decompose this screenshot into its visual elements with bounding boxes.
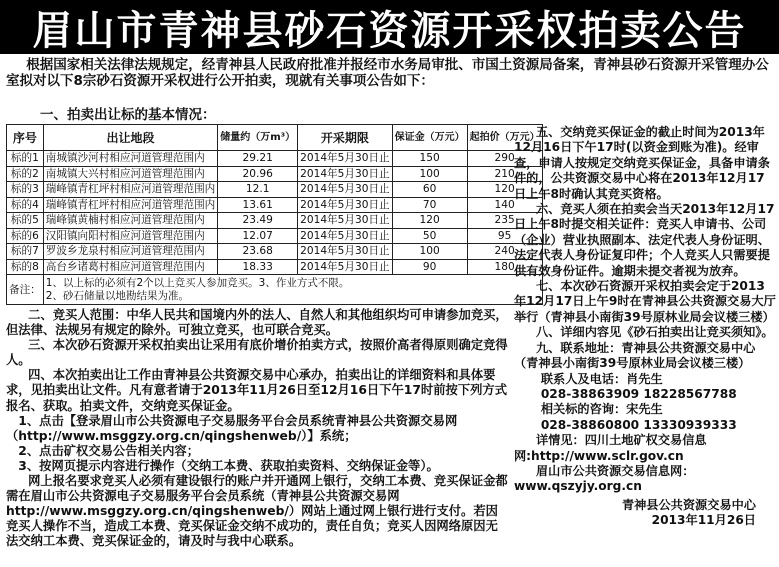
cell-start-price: 180 <box>467 259 542 275</box>
cell-reserve: 23.49 <box>218 213 298 229</box>
cell-deposit: 150 <box>392 151 467 167</box>
note-line: 1、以上标的必须有2个以上竞买人参加竞买。3、作业方式不限。 <box>45 277 350 289</box>
table-row <box>7 151 543 167</box>
cell-no: 标的7 <box>7 244 44 260</box>
cell-location: 高台乡诸葛村相应河道管理范围内 <box>43 259 218 275</box>
paragraph-deposit-deadline: 五、交纳竞买保证金的截止时间为2013年12月16日下午17时(以资金到账为准)。经审查，申请人按规定交纳竞买保证金，具备申请条件的，公共资源交易中心将在2013年12月17日上午8时确认其竞买资格。 <box>514 125 770 201</box>
table-row <box>7 197 543 213</box>
cell-reserve: 23.68 <box>218 244 298 260</box>
table-header-row <box>7 125 543 151</box>
paragraph-step-1: 1、点击【登录眉山市公共资源电子交易服务平台会员系统青神县公共资源交易网（http://www.msggzy.org.cn/qingshenweb/）】系统； <box>6 413 458 443</box>
paragraph-step-3: 3、按网页提示内容进行操作（交纳工本费、获取拍卖资料、交纳保证金等）。 <box>18 458 439 473</box>
paragraph-auction-method: 三、本次砂石资源开采权拍卖出让采用有底价增价拍卖方式，按照价高者得原则确定竞得人。 <box>6 338 508 368</box>
table-row <box>7 259 543 275</box>
cell-location: 汉阳镇向阳村相应河道管理范围内 <box>43 228 218 244</box>
cell-reserve: 18.33 <box>218 259 298 275</box>
header-deposit: 保证金（万元） <box>392 125 467 151</box>
intro-text: 根据国家相关法律法规规定，经青神县人民政府批准并报经市水务局审批、市国土资源局备案，青神县砂石资源开采管理办公室拟对以下8宗砂石资源开采权进行公开拍卖，现就有关事项公告如下： <box>6 57 769 89</box>
cell-start-price: 210 <box>467 166 542 182</box>
cell-period: 2014年5月30日止 <box>298 213 393 229</box>
cell-location: 南城镇沙河村相应河道管理范围内 <box>43 151 218 167</box>
cell-reserve: 29.21 <box>218 151 298 167</box>
paragraph-details: 八、详细内容见《砂石拍卖出让竞买须知》。 <box>535 325 774 340</box>
table-row <box>7 213 543 229</box>
notes-label: 备注： <box>7 275 44 305</box>
cell-no: 标的3 <box>7 182 44 198</box>
left-column <box>6 107 540 550</box>
cell-period: 2014年5月30日止 <box>298 182 393 198</box>
cell-location: 南城镇大兴村相应河道管理范围内 <box>43 166 218 182</box>
cell-deposit: 50 <box>392 228 467 244</box>
cell-deposit: 120 <box>392 213 467 229</box>
section-1-title: 一、拍卖出让标的基本情况： <box>40 107 216 123</box>
cell-start-price: 240 <box>467 244 542 260</box>
cell-location: 瑞峰镇青杠坪村相应河道管理范围内 <box>43 197 218 213</box>
cell-reserve: 12.07 <box>218 228 298 244</box>
contact-phone: 028-38860800 13330939333 <box>540 417 737 432</box>
website-line: 详情见：四川土地矿权交易信息网:http://www.sclr.gov.cn <box>514 433 707 463</box>
cell-no: 标的8 <box>7 259 44 275</box>
cell-period: 2014年5月30日止 <box>298 197 393 213</box>
cell-deposit: 100 <box>392 166 467 182</box>
header-location: 出让地段 <box>43 125 218 151</box>
paragraph-step-2: 2、点击矿权交易公告相关内容； <box>18 443 200 458</box>
cell-deposit: 90 <box>392 259 467 275</box>
table-row <box>7 182 543 198</box>
cell-location: 罗波乡龙泉村相应河道管理范围内 <box>43 244 218 260</box>
contact-phone: 028-38863909 18228567788 <box>540 386 737 401</box>
cell-start-price: 140 <box>467 197 542 213</box>
cell-reserve: 20.96 <box>218 166 298 182</box>
paragraph-address: 九、联系地址：青神县公共资源交易中心（青神县小南街39号原林业局会议楼三楼） <box>514 340 756 371</box>
paragraph-auction-time: 七、本次砂石资源开采权拍卖会定于2013年12月17日上午9时在青神县公共资源交易大厅举行（青神县小南街39号原林业局会议楼三楼） <box>514 279 776 324</box>
intro-paragraph <box>6 57 774 89</box>
cell-no: 标的4 <box>7 197 44 213</box>
cell-period: 2014年5月30日止 <box>298 228 393 244</box>
cell-start-price: 235 <box>467 213 542 229</box>
paragraph-bidder-scope: 二、竞买人范围：中华人民共和国境内外的法人、自然人和其他组织均可申请参加竞买，但法律、法规另有规定的除外。可独立竞买，也可联合竞买。 <box>6 308 508 338</box>
signature-org: 青神县公共资源交易中心 <box>621 497 756 512</box>
signature-date: 2013年11月26日 <box>651 513 756 528</box>
cell-reserve: 12.1 <box>218 182 298 198</box>
cell-no: 标的2 <box>7 166 44 182</box>
cell-start-price: 95 <box>467 228 542 244</box>
cell-no: 标的5 <box>7 213 44 229</box>
paragraph-documents: 六、竞买人须在拍卖会当天2013年12月17日上午8时提交相关证件：竞买人申请书、公司（企业）营业执照副本、法定代表人身份证明、法定代表人身份证复印件；个人竞买人只需要提供有效身份证件。逾期未提交者视为放弃。 <box>514 202 775 278</box>
notes-cell <box>43 275 542 305</box>
table-row <box>7 244 543 260</box>
cell-start-price: 290 <box>467 151 542 167</box>
table-row <box>7 166 543 182</box>
paragraph-registration: 四、本次拍卖出让工作由青神县公共资源交易中心承办，拍卖出让的详细资料和具体要求，见拍卖出让文件。凡有意者请于2013年11月26日至12月16日下午17时前按下列方式报名、获取。拍卖文件，交纳竞买保证金。 <box>6 368 507 413</box>
cell-start-price: 120 <box>467 182 542 198</box>
cell-period: 2014年5月30日止 <box>298 244 393 260</box>
header-start-price: 起拍价（万元） <box>467 125 542 151</box>
cell-no: 标的6 <box>7 228 44 244</box>
contact-line: 联系人及电话：肖先生 <box>540 371 663 386</box>
header-period: 开采期限 <box>298 125 393 151</box>
note-line: 2、砂石储量以地勘结果为准。 <box>45 289 189 302</box>
cell-location: 瑞峰镇青杠坪村相应河道管理范围内 <box>43 182 218 198</box>
cell-reserve: 13.61 <box>218 197 298 213</box>
table-notes-row <box>7 275 543 305</box>
lots-table <box>6 124 543 305</box>
header-reserve: 储量约（万m³） <box>218 125 298 151</box>
left-body-text <box>6 308 508 550</box>
contact-line: 相关标的咨询：宋先生 <box>540 402 663 417</box>
cell-deposit: 60 <box>392 182 467 198</box>
notice-title: 眉山市青神县砂石资源开采权拍卖公告 <box>0 0 779 54</box>
cell-no: 标的1 <box>7 151 44 167</box>
cell-period: 2014年5月30日止 <box>298 151 393 167</box>
paragraph-online-payment: 网上报名要求竞买人必须有建设银行的账户并开通网上银行，交纳工本费、竞买保证金都需在眉山市公共资源电子交易服务平台会员系统（青神县公共资源交易网 http://www.msggzy.org.cn/qingshenweb/）网站上通过网上银行进行支付。若因竞买人操作不当，造成工本费、竞买保证金交纳不成功的，责任自负；竞买人因网络原因无法交纳工本费、竞买保证金的，请及时与我中心联系。 <box>6 474 508 549</box>
cell-deposit: 70 <box>392 197 467 213</box>
header-no: 序号 <box>7 125 44 151</box>
website-line: 眉山市公共资源交易信息网：www.qszyjy.org.cn <box>514 463 695 494</box>
cell-location: 瑞峰镇黄楠村相应河道管理范围内 <box>43 213 218 229</box>
right-column <box>514 125 776 529</box>
cell-deposit: 100 <box>392 244 467 260</box>
table-row <box>7 228 543 244</box>
cell-period: 2014年5月30日止 <box>298 166 393 182</box>
cell-period: 2014年5月30日止 <box>298 259 393 275</box>
